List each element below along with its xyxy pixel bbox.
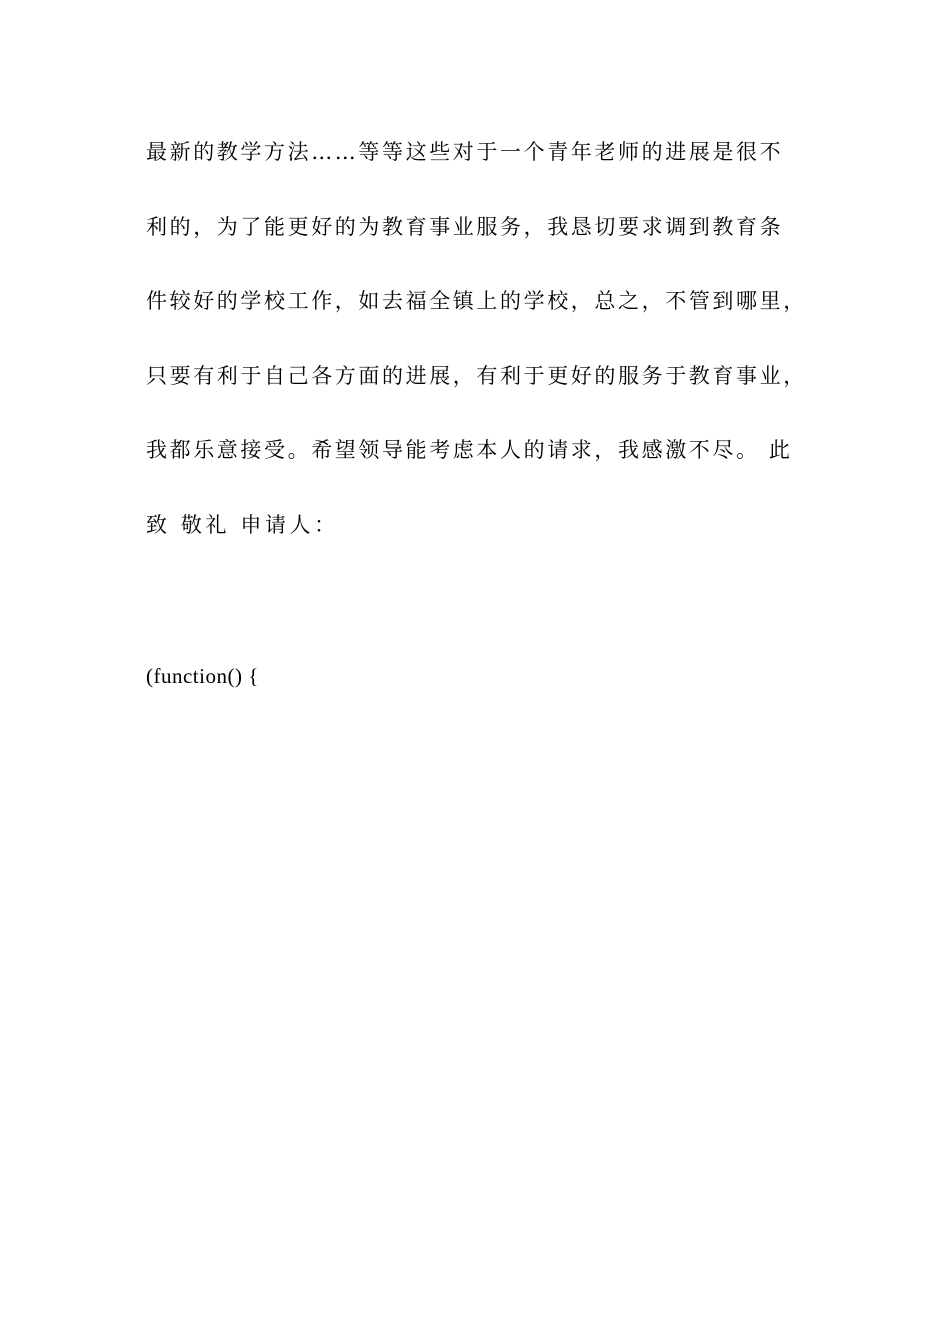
- text-line-3: 件较好的学校工作，如去福全镇上的学校，总之，不管到哪里，: [146, 289, 807, 313]
- text-line-2: 利的，为了能更好的为教育事业服务，我恳切要求调到教育条: [146, 214, 784, 239]
- text-line-4: 只要有利于自己各方面的进展，有利于更好的服务于教育事业，: [146, 363, 807, 388]
- text-line-1: 最新的教学方法……等等这些对于一个青年老师的进展是很不: [146, 140, 784, 164]
- text-line-5: 我都乐意接受。希望领导能考虑本人的请求，我感激不尽。 此: [146, 438, 793, 462]
- closing-line: 致 敬礼 申请人：: [146, 512, 339, 537]
- code-fragment: (function() {: [146, 664, 259, 688]
- letter-body: [146, 132, 836, 579]
